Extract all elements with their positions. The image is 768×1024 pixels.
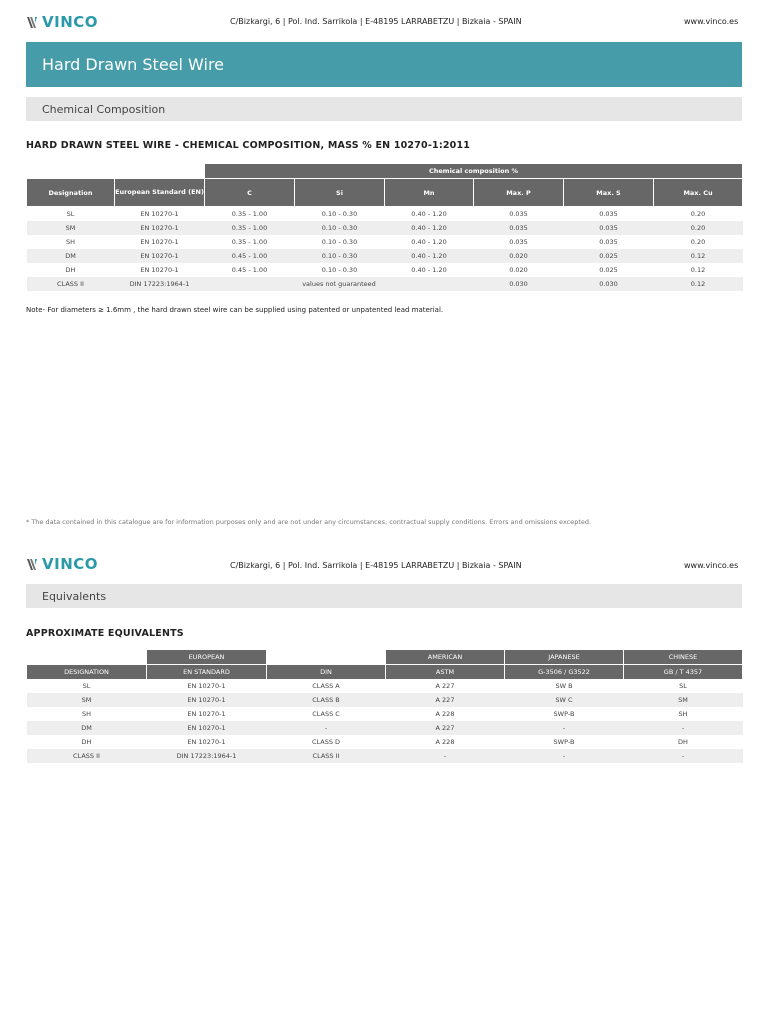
table-cell: DIN 17223:1964-1 [115, 277, 205, 291]
table-cell: 0.020 [474, 263, 564, 277]
section-header-chemical [26, 97, 742, 121]
table-cell: DH [624, 735, 743, 749]
table-cell: SH [624, 707, 743, 721]
table-cell: A 227 [386, 679, 505, 693]
table-cell: 0.10 - 0.30 [295, 221, 385, 235]
section-header-equivalents [26, 584, 742, 608]
table-cell: EN 10270-1 [115, 221, 205, 235]
region-header: AMERICAN [386, 650, 505, 665]
table-cell: 0.035 [474, 221, 564, 235]
table-cell: 0.025 [564, 249, 654, 263]
table-cell-merged: values not guaranteed [205, 277, 474, 291]
table-cell: 0.035 [564, 235, 654, 249]
table-cell: SW B [505, 679, 624, 693]
table-title-chemical: HARD DRAWN STEEL WIRE - CHEMICAL COMPOSITION, MASS % EN 10270-1:2011 [26, 140, 471, 151]
blank-header-cell [267, 650, 386, 665]
table-cell: 0.035 [564, 207, 654, 222]
table-row [27, 679, 743, 693]
table-row [27, 707, 743, 721]
table-cell: A 228 [386, 735, 505, 749]
table-cell: EN 10270-1 [147, 679, 267, 693]
table-cell: 0.10 - 0.30 [295, 249, 385, 263]
table-cell: CLASS II [27, 749, 147, 763]
table-cell: A 227 [386, 721, 505, 735]
column-header: DIN [267, 665, 386, 680]
table-row [27, 263, 743, 277]
table-cell: - [505, 749, 624, 763]
table-cell: 0.035 [564, 221, 654, 235]
table-row [27, 221, 743, 235]
table-cell: 0.40 - 1.20 [385, 235, 474, 249]
table-row [27, 207, 743, 222]
column-header: Max. Cu [654, 179, 743, 207]
vinco-logo[interactable] [27, 556, 98, 572]
section-title: Equivalents [42, 589, 107, 603]
table-note: Note- For diameters ≥ 1.6mm , the hard drawn steel wire can be supplied using patented or unpatented lead material. [26, 306, 444, 314]
table-cell: 0.12 [654, 277, 743, 291]
section-title: Chemical Composition [42, 102, 166, 116]
table-cell: 0.020 [474, 249, 564, 263]
table-cell: DH [27, 263, 115, 277]
table-cell: CLASS B [267, 693, 386, 707]
table-cell: DH [27, 735, 147, 749]
group-header-cell: Chemical composition % [205, 164, 743, 179]
table-cell: 0.12 [654, 249, 743, 263]
table-cell: DIN 17223:1964-1 [147, 749, 267, 763]
column-header: C [205, 179, 295, 207]
vinco-logo[interactable] [27, 14, 98, 30]
logo-mark-icon [27, 558, 40, 571]
table-cell: SM [27, 693, 147, 707]
table-cell: 0.40 - 1.20 [385, 249, 474, 263]
page-title: Hard Drawn Steel Wire [42, 55, 225, 74]
table-cell: A 228 [386, 707, 505, 721]
column-header: GB / T 4357 [624, 665, 743, 680]
table-cell: 0.20 [654, 207, 743, 222]
table-cell: 0.12 [654, 263, 743, 277]
column-header: EN STANDARD [147, 665, 267, 680]
table-group-header-row [27, 164, 743, 179]
column-header: Max. P [474, 179, 564, 207]
table-cell: 0.030 [564, 277, 654, 291]
column-header: Max. S [564, 179, 654, 207]
table-cell: DM [27, 721, 147, 735]
table-cell: 0.10 - 0.30 [295, 263, 385, 277]
table-cell: 0.025 [564, 263, 654, 277]
table-cell: DM [27, 249, 115, 263]
table-region-header-row [27, 650, 743, 665]
table-row [27, 721, 743, 735]
company-address: C/Bizkargi, 6 | Pol. Ind. Sarrikola | E-48195 LARRABETZU | Bizkaia - SPAIN [230, 17, 522, 26]
column-header: European Standard (EN) [115, 179, 205, 207]
page-title-banner [26, 42, 742, 87]
table-cell: - [267, 721, 386, 735]
table-cell: EN 10270-1 [115, 263, 205, 277]
table-cell: EN 10270-1 [115, 207, 205, 222]
blank-header-cell [27, 650, 147, 665]
table-cell: SH [27, 235, 115, 249]
table-cell: 0.45 - 1.00 [205, 249, 295, 263]
table-cell: 0.20 [654, 221, 743, 235]
equivalents-table [26, 650, 743, 763]
table-cell: 0.40 - 1.20 [385, 207, 474, 222]
table-cell: SWP-B [505, 707, 624, 721]
disclaimer-text: * The data contained in this catalogue are for information purposes only and are not under any circumstances, contractual supply conditions. Errors and omissions excepted. [26, 518, 592, 526]
table-cell: A 227 [386, 693, 505, 707]
table-title-equivalents: APPROXIMATE EQUIVALENTS [26, 628, 184, 639]
table-cell: 0.40 - 1.20 [385, 263, 474, 277]
table-cell: 0.030 [474, 277, 564, 291]
table-cell: 0.35 - 1.00 [205, 207, 295, 222]
table-cell: 0.20 [654, 235, 743, 249]
chemical-composition-table [26, 163, 743, 291]
table-cell: SH [27, 707, 147, 721]
table-cell: CLASS II [27, 277, 115, 291]
table-cell: 0.35 - 1.00 [205, 221, 295, 235]
company-address: C/Bizkargi, 6 | Pol. Ind. Sarrikola | E-48195 LARRABETZU | Bizkaia - SPAIN [230, 561, 522, 570]
column-header: ASTM [386, 665, 505, 680]
table-cell: SW C [505, 693, 624, 707]
table-cell: SL [624, 679, 743, 693]
table-row [27, 249, 743, 263]
logo-mark-icon [27, 16, 40, 29]
table-row [27, 235, 743, 249]
table-row [27, 735, 743, 749]
table-cell: 0.10 - 0.30 [295, 207, 385, 222]
table-cell: EN 10270-1 [147, 721, 267, 735]
table-row [27, 749, 743, 763]
logo-text: VINCO [42, 554, 99, 573]
table-cell: EN 10270-1 [147, 707, 267, 721]
table-cell: CLASS A [267, 679, 386, 693]
table-cell: EN 10270-1 [115, 249, 205, 263]
website-link[interactable]: www.vinco.es [684, 561, 739, 570]
table-row [27, 277, 743, 291]
table-cell: SWP-B [505, 735, 624, 749]
table-cell: CLASS C [267, 707, 386, 721]
region-header: JAPANESE [505, 650, 624, 665]
column-header: DESIGNATION [27, 665, 147, 680]
table-cell: 0.10 - 0.30 [295, 235, 385, 249]
table-cell: 0.35 - 1.00 [205, 235, 295, 249]
table-cell: 0.45 - 1.00 [205, 263, 295, 277]
region-header: EUROPEAN [147, 650, 267, 665]
table-cell: EN 10270-1 [147, 735, 267, 749]
table-cell: EN 10270-1 [115, 235, 205, 249]
table-cell: EN 10270-1 [147, 693, 267, 707]
column-header: Mn [385, 179, 474, 207]
website-link[interactable]: www.vinco.es [684, 17, 739, 26]
table-header-row [27, 179, 743, 207]
blank-header-cell [27, 164, 205, 179]
table-header-row [27, 665, 743, 680]
region-header: CHINESE [624, 650, 743, 665]
table-cell: 0.035 [474, 235, 564, 249]
table-row [27, 693, 743, 707]
table-cell: 0.035 [474, 207, 564, 222]
table-cell: CLASS D [267, 735, 386, 749]
column-header: Designation [27, 179, 115, 207]
table-cell: SL [27, 679, 147, 693]
column-header: G-3506 / G3522 [505, 665, 624, 680]
table-cell: SL [27, 207, 115, 222]
table-cell: CLASS II [267, 749, 386, 763]
table-cell: SM [624, 693, 743, 707]
table-cell: SM [27, 221, 115, 235]
table-cell: - [624, 749, 743, 763]
logo-text: VINCO [42, 12, 99, 31]
table-cell: 0.40 - 1.20 [385, 221, 474, 235]
table-cell: - [386, 749, 505, 763]
table-cell: - [624, 721, 743, 735]
column-header: Si [295, 179, 385, 207]
table-cell: - [505, 721, 624, 735]
